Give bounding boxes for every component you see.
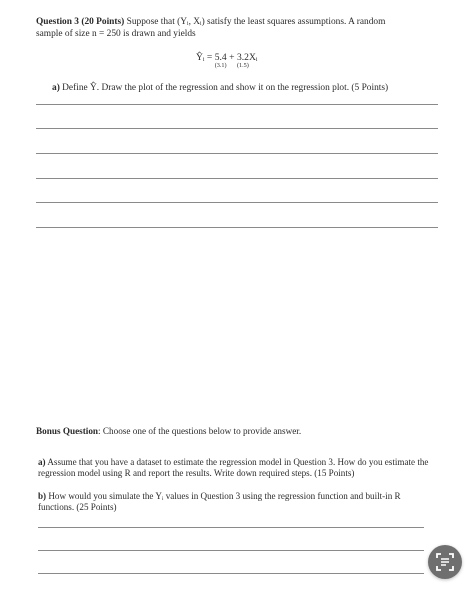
- intercept-standard-error: (3.1): [214, 62, 227, 69]
- answer-line-2: [36, 128, 438, 129]
- slope-value: 3.2: [236, 52, 249, 63]
- equation-lhs: Ŷᵢ =: [196, 52, 215, 63]
- slope-term: [236, 52, 249, 69]
- bonus-instruction: : Choose one of the questions below to provide answer.: [98, 426, 302, 436]
- intercept-term: [214, 52, 227, 69]
- bonus-part-a: [38, 457, 434, 479]
- answer-line-6: [36, 227, 438, 228]
- bonus-label: Bonus Question: [36, 426, 99, 436]
- equation-plus: +: [226, 52, 237, 63]
- intercept-value: 5.4: [214, 52, 227, 63]
- question-3-part-a: [52, 83, 388, 93]
- part-a-text: Define Ŷ. Draw the plot of the regression and show it on the regression plot. (5 Points): [59, 83, 389, 93]
- bonus-question-heading: [36, 426, 301, 436]
- answer-line-1: [36, 104, 438, 105]
- bonus-answer-line-3: [38, 573, 424, 574]
- bonus-part-a-label: a): [38, 457, 46, 467]
- text-scan-button[interactable]: [428, 545, 462, 579]
- bonus-part-b-label: b): [38, 491, 47, 501]
- bonus-part-a-text: Assume that you have a dataset to estimate the regression model in Question 3. How do you estimate the regression model using R and report the results. Write down required steps. (15 Points): [38, 457, 429, 479]
- question-3-label: Question 3 (20 Points): [36, 17, 125, 27]
- part-a-label: a): [52, 83, 60, 93]
- answer-line-4: [36, 178, 438, 179]
- bonus-part-b: [38, 491, 434, 513]
- answer-line-5: [36, 202, 438, 203]
- equation-regressor: Xᵢ: [248, 52, 258, 63]
- bonus-answer-line-1: [38, 527, 424, 528]
- bonus-answer-line-2: [38, 550, 424, 551]
- answer-line-3: [36, 153, 438, 154]
- slope-standard-error: (1.5): [236, 62, 249, 69]
- bonus-part-b-text: How would you simulate the Yᵢ values in Question 3 using the regression function and built-in R functions. (25 Points): [38, 491, 401, 513]
- question-3-prompt: [36, 16, 446, 41]
- question-3-text-line2: sample of size n = 250 is drawn and yields: [36, 29, 196, 40]
- text-scan-icon: [435, 552, 455, 572]
- regression-equation: [196, 52, 258, 69]
- question-3-text-line1: Suppose that (Yᵢ, Xᵢ) satisfy the least squares assumptions. A random: [124, 17, 386, 27]
